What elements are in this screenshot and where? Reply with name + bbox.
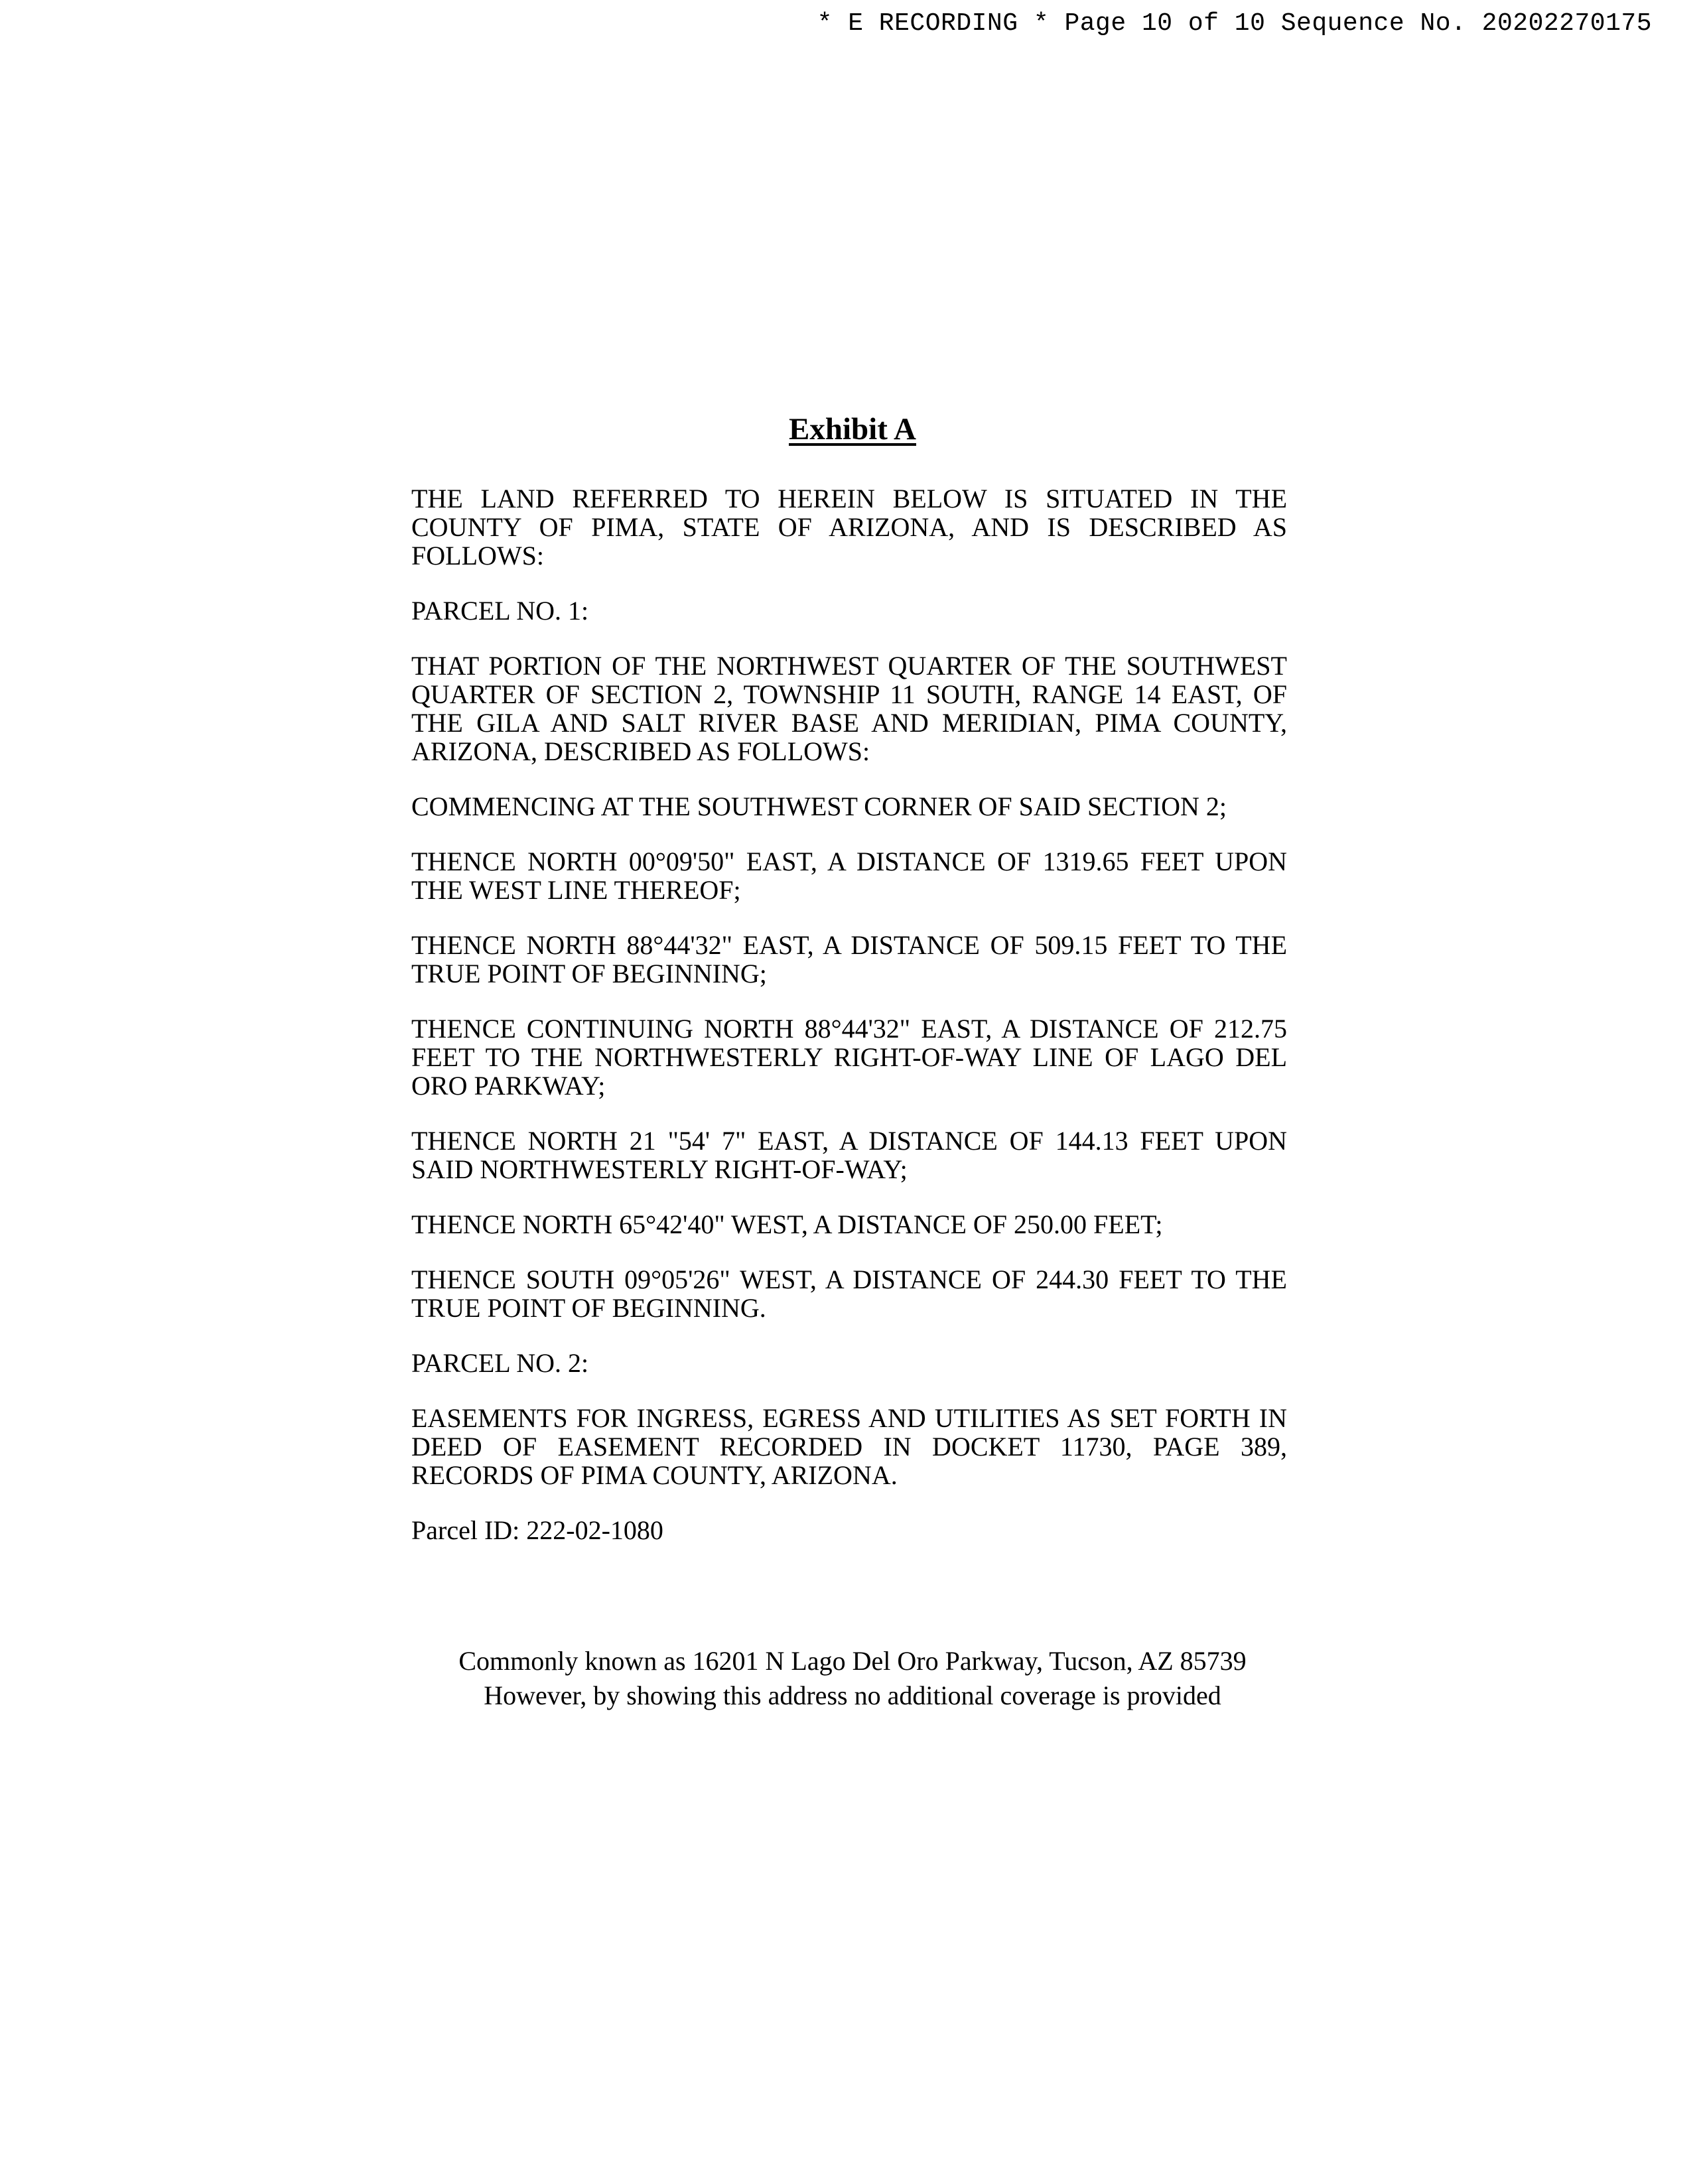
- parcel-1-description: THAT PORTION OF THE NORTHWEST QUARTER OF THE SOUTHWEST QUARTER OF SECTION 2, TOWNSHIP 11 SOUTH, RANGE 14 EAST, OF THE GILA AND SALT RIVER BASE AND MERIDIAN, PIMA COUNTY, ARIZONA, DESCRIBED AS FOLLOWS:: [411, 651, 1287, 766]
- course-2-paragraph: THENCE NORTH 88°44'32" EAST, A DISTANCE OF 509.15 FEET TO THE TRUE POINT OF BEGINNING;: [411, 930, 1287, 989]
- exhibit-title: Exhibit A: [789, 412, 916, 446]
- parcel-2-description: EASEMENTS FOR INGRESS, EGRESS AND UTILITIES AS SET FORTH IN DEED OF EASEMENT RECORDED IN DOCKET 11730, PAGE 389, RECORDS OF PIMA COUNTY, ARIZONA.: [411, 1403, 1287, 1490]
- parcel-1-heading: PARCEL NO. 1:: [411, 596, 589, 626]
- course-6-paragraph: THENCE SOUTH 09°05'26" WEST, A DISTANCE OF 244.30 FEET TO THE TRUE POINT OF BEGINNING.: [411, 1264, 1287, 1323]
- course-5-paragraph: THENCE NORTH 65°42'40" WEST, A DISTANCE OF 250.00 FEET;: [411, 1209, 1163, 1239]
- intro-paragraph: THE LAND REFERRED TO HEREIN BELOW IS SITUATED IN THE COUNTY OF PIMA, STATE OF ARIZONA, AND IS DESCRIBED AS FOLLOWS:: [411, 484, 1287, 571]
- address-line-2: However, by showing this address no additional coverage is provided: [484, 1680, 1221, 1710]
- parcel-2-heading: PARCEL NO. 2:: [411, 1348, 589, 1378]
- commencing-paragraph: COMMENCING AT THE SOUTHWEST CORNER OF SAID SECTION 2;: [411, 791, 1227, 821]
- course-1-paragraph: THENCE NORTH 00°09'50" EAST, A DISTANCE OF 1319.65 FEET UPON THE WEST LINE THEREOF;: [411, 847, 1287, 905]
- parcel-id: Parcel ID: 222-02-1080: [411, 1515, 663, 1545]
- course-3-paragraph: THENCE CONTINUING NORTH 88°44'32" EAST, A DISTANCE OF 212.75 FEET TO THE NORTHWESTERLY RIGHT-OF-WAY LINE OF LAGO DEL ORO PARKWAY;: [411, 1014, 1287, 1101]
- address-line-1: Commonly known as 16201 N Lago Del Oro Parkway, Tucson, AZ 85739: [458, 1646, 1247, 1676]
- recording-header: * E RECORDING * Page 10 of 10 Sequence No. 20202270175: [817, 9, 1652, 38]
- legal-description: [411, 484, 1287, 1571]
- course-4-paragraph: THENCE NORTH 21 "54' 7" EAST, A DISTANCE OF 144.13 FEET UPON SAID NORTHWESTERLY RIGHT-OF-WAY;: [411, 1126, 1287, 1184]
- property-address: [0, 1644, 1705, 1713]
